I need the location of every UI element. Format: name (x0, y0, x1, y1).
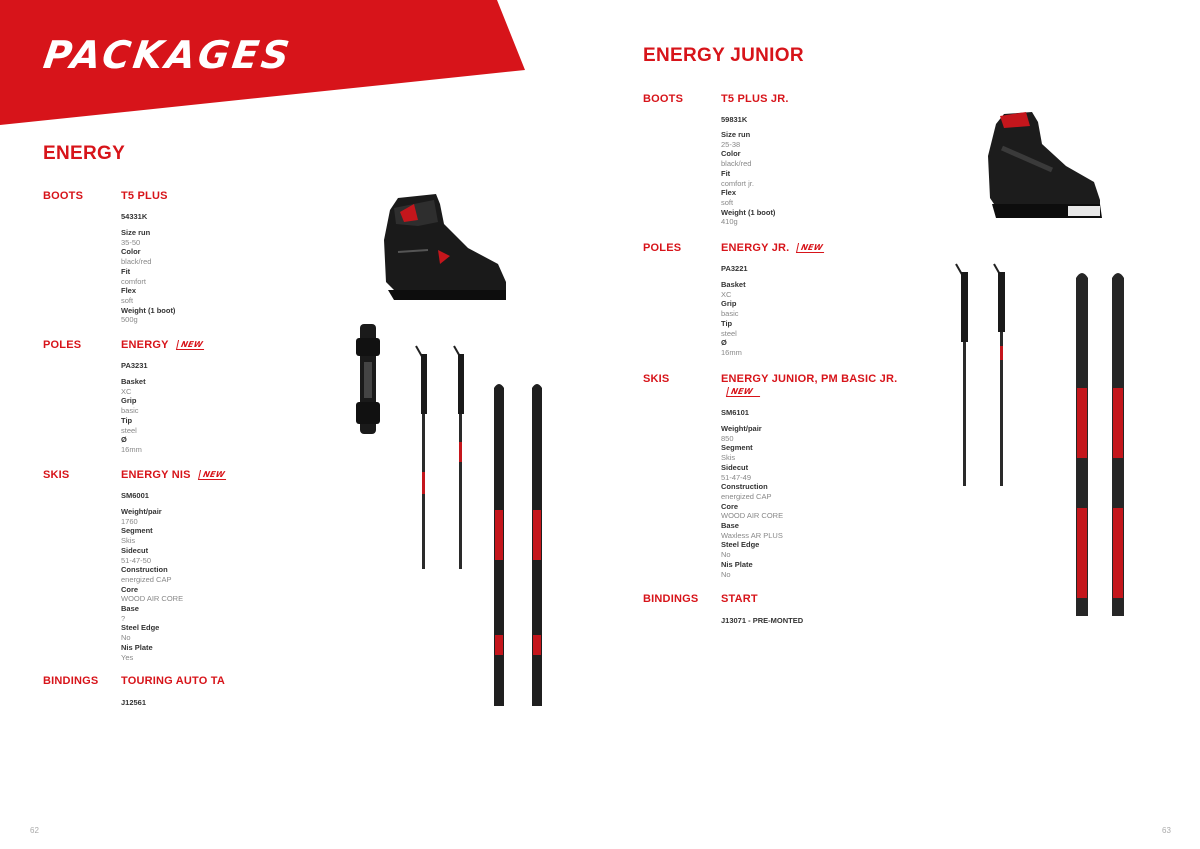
spec-key: Construction (721, 482, 768, 492)
spec-list-poles (121, 377, 146, 455)
product-name-skis (721, 373, 897, 397)
spec-value: 16mm (121, 444, 142, 454)
product-name-skis (121, 469, 226, 481)
spec-key: Core (721, 501, 739, 511)
spec-key: Construction (121, 565, 168, 575)
spec-value: XC (121, 386, 132, 396)
spec-key: Size run (121, 228, 151, 237)
spec-key: Weight/pair (121, 507, 162, 516)
spec-value: black/red (721, 159, 752, 169)
spec-value: energized CAP (121, 574, 172, 584)
category-boots: BOOTS (643, 93, 684, 105)
spec-key: Grip (121, 396, 137, 406)
spec-key: Tip (721, 318, 733, 328)
category-bindings: BINDINGS (43, 675, 99, 687)
product-name-bindings: START (721, 593, 758, 605)
spec-list-boots (121, 228, 175, 325)
spec-value: Yes (121, 652, 134, 662)
spec-value: comfort jr. (721, 178, 754, 188)
product-name-poles (721, 242, 825, 254)
spec-key: Weight (1 boot) (721, 207, 776, 217)
spec-value: basic (121, 406, 139, 416)
product-name-poles (121, 339, 204, 351)
spec-value: soft (721, 197, 734, 207)
spec-key: Flex (721, 188, 737, 198)
category-boots: BOOTS (43, 190, 84, 202)
spec-key: Grip (721, 299, 737, 309)
junior-poles-image (952, 260, 1012, 490)
spec-list-poles (721, 280, 746, 358)
product-name-text: ENERGY JR. (721, 242, 790, 254)
new-badge: NEW (176, 340, 206, 350)
category-bindings: BINDINGS (643, 593, 699, 605)
section-title-energy-junior: ENERGY JUNIOR (643, 45, 804, 66)
spec-value: No (121, 633, 131, 643)
spec-value: 51-47-50 (121, 555, 152, 565)
spec-list-skis (721, 424, 783, 579)
product-code-skis: SM6001 (121, 491, 149, 500)
spec-key: Tip (121, 415, 133, 425)
spec-key: Weight/pair (721, 424, 762, 433)
spec-value: 410g (721, 217, 738, 227)
category-poles: POLES (643, 242, 682, 254)
category-skis: SKIS (43, 469, 70, 481)
new-badge: NEW (726, 387, 762, 397)
spec-key: Core (121, 584, 139, 594)
binding-image (352, 322, 384, 436)
spec-value: Waxless AR PLUS (721, 530, 783, 540)
spec-value: WOOD AIR CORE (121, 594, 184, 604)
product-code-skis: SM6101 (721, 408, 749, 417)
product-code-poles: PA3221 (721, 264, 748, 273)
spec-key: Fit (121, 266, 131, 276)
spec-value: No (721, 569, 731, 579)
spec-key: Base (721, 521, 739, 531)
product-name-text: ENERGY JUNIOR, PM BASIC JR. (721, 373, 898, 385)
spec-key: Ø (121, 435, 127, 445)
product-code-bindings: J12561 (121, 698, 147, 707)
spec-key: Fit (721, 168, 731, 178)
spec-key: Ø (721, 338, 727, 348)
spec-value: 850 (721, 433, 734, 443)
spec-key: Base (121, 604, 139, 614)
spec-value: basic (721, 309, 739, 319)
spec-value: black/red (121, 257, 152, 267)
spec-value: steel (121, 425, 137, 435)
spec-value: steel (721, 328, 737, 338)
spec-value: 25-38 (721, 139, 741, 149)
spec-key: Nis Plate (721, 559, 753, 569)
spec-key: Color (121, 247, 141, 257)
spec-value: 1760 (121, 516, 138, 526)
page-title: PACKAGES (40, 33, 295, 77)
page-number-left: 62 (30, 826, 39, 835)
product-name-boots: T5 PLUS (121, 190, 168, 202)
spec-key: Segment (121, 526, 153, 536)
product-name-text: ENERGY NIS (121, 469, 191, 481)
spec-value: No (721, 550, 731, 560)
spec-key: Basket (721, 280, 746, 289)
spec-key: Sidecut (721, 462, 749, 472)
spec-value: 16mm (721, 347, 742, 357)
spec-value: comfort (121, 276, 147, 286)
spec-value: ? (121, 613, 126, 623)
poles-image (410, 342, 474, 572)
spec-value: 51-47-49 (721, 472, 752, 482)
section-title-energy: ENERGY (43, 143, 126, 164)
product-code-boots: 59831K (721, 115, 748, 124)
spec-value: XC (721, 289, 732, 299)
product-code-bindings: J13071 - PRE-MONTED (721, 616, 804, 625)
new-badge: NEW (796, 243, 826, 253)
boot-image (378, 190, 510, 302)
spec-key: Nis Plate (121, 642, 153, 652)
spec-key: Flex (121, 286, 137, 296)
spec-list-skis (121, 507, 183, 662)
product-name-text: ENERGY (121, 339, 169, 351)
spec-value: Skis (121, 536, 136, 546)
product-name-boots: T5 PLUS JR. (721, 93, 789, 105)
spec-value: 500g (121, 315, 138, 325)
spec-value: Skis (721, 453, 736, 463)
spec-value: 35-50 (121, 237, 141, 247)
spec-key: Sidecut (121, 545, 149, 555)
new-badge: NEW (198, 470, 228, 480)
category-poles: POLES (43, 339, 82, 351)
junior-skis-image (1072, 268, 1132, 622)
spec-key: Steel Edge (721, 540, 760, 550)
spec-key: Color (721, 149, 741, 159)
spec-value: energized CAP (721, 491, 772, 501)
product-code-poles: PA3231 (121, 361, 148, 370)
spec-key: Size run (721, 130, 751, 139)
skis-image (490, 380, 548, 712)
spec-key: Segment (721, 443, 753, 453)
spec-key: Steel Edge (121, 623, 160, 633)
product-code-boots: 54331K (121, 212, 148, 221)
junior-boot-image (982, 108, 1106, 220)
spec-list-boots (721, 130, 775, 227)
page-number-right: 63 (1162, 826, 1171, 835)
spec-key: Weight (1 boot) (121, 305, 176, 315)
product-name-bindings: TOURING AUTO TA (121, 675, 226, 687)
spec-value: soft (121, 295, 134, 305)
spec-value: WOOD AIR CORE (721, 511, 784, 521)
spec-key: Basket (121, 377, 146, 386)
category-skis: SKIS (643, 373, 670, 385)
